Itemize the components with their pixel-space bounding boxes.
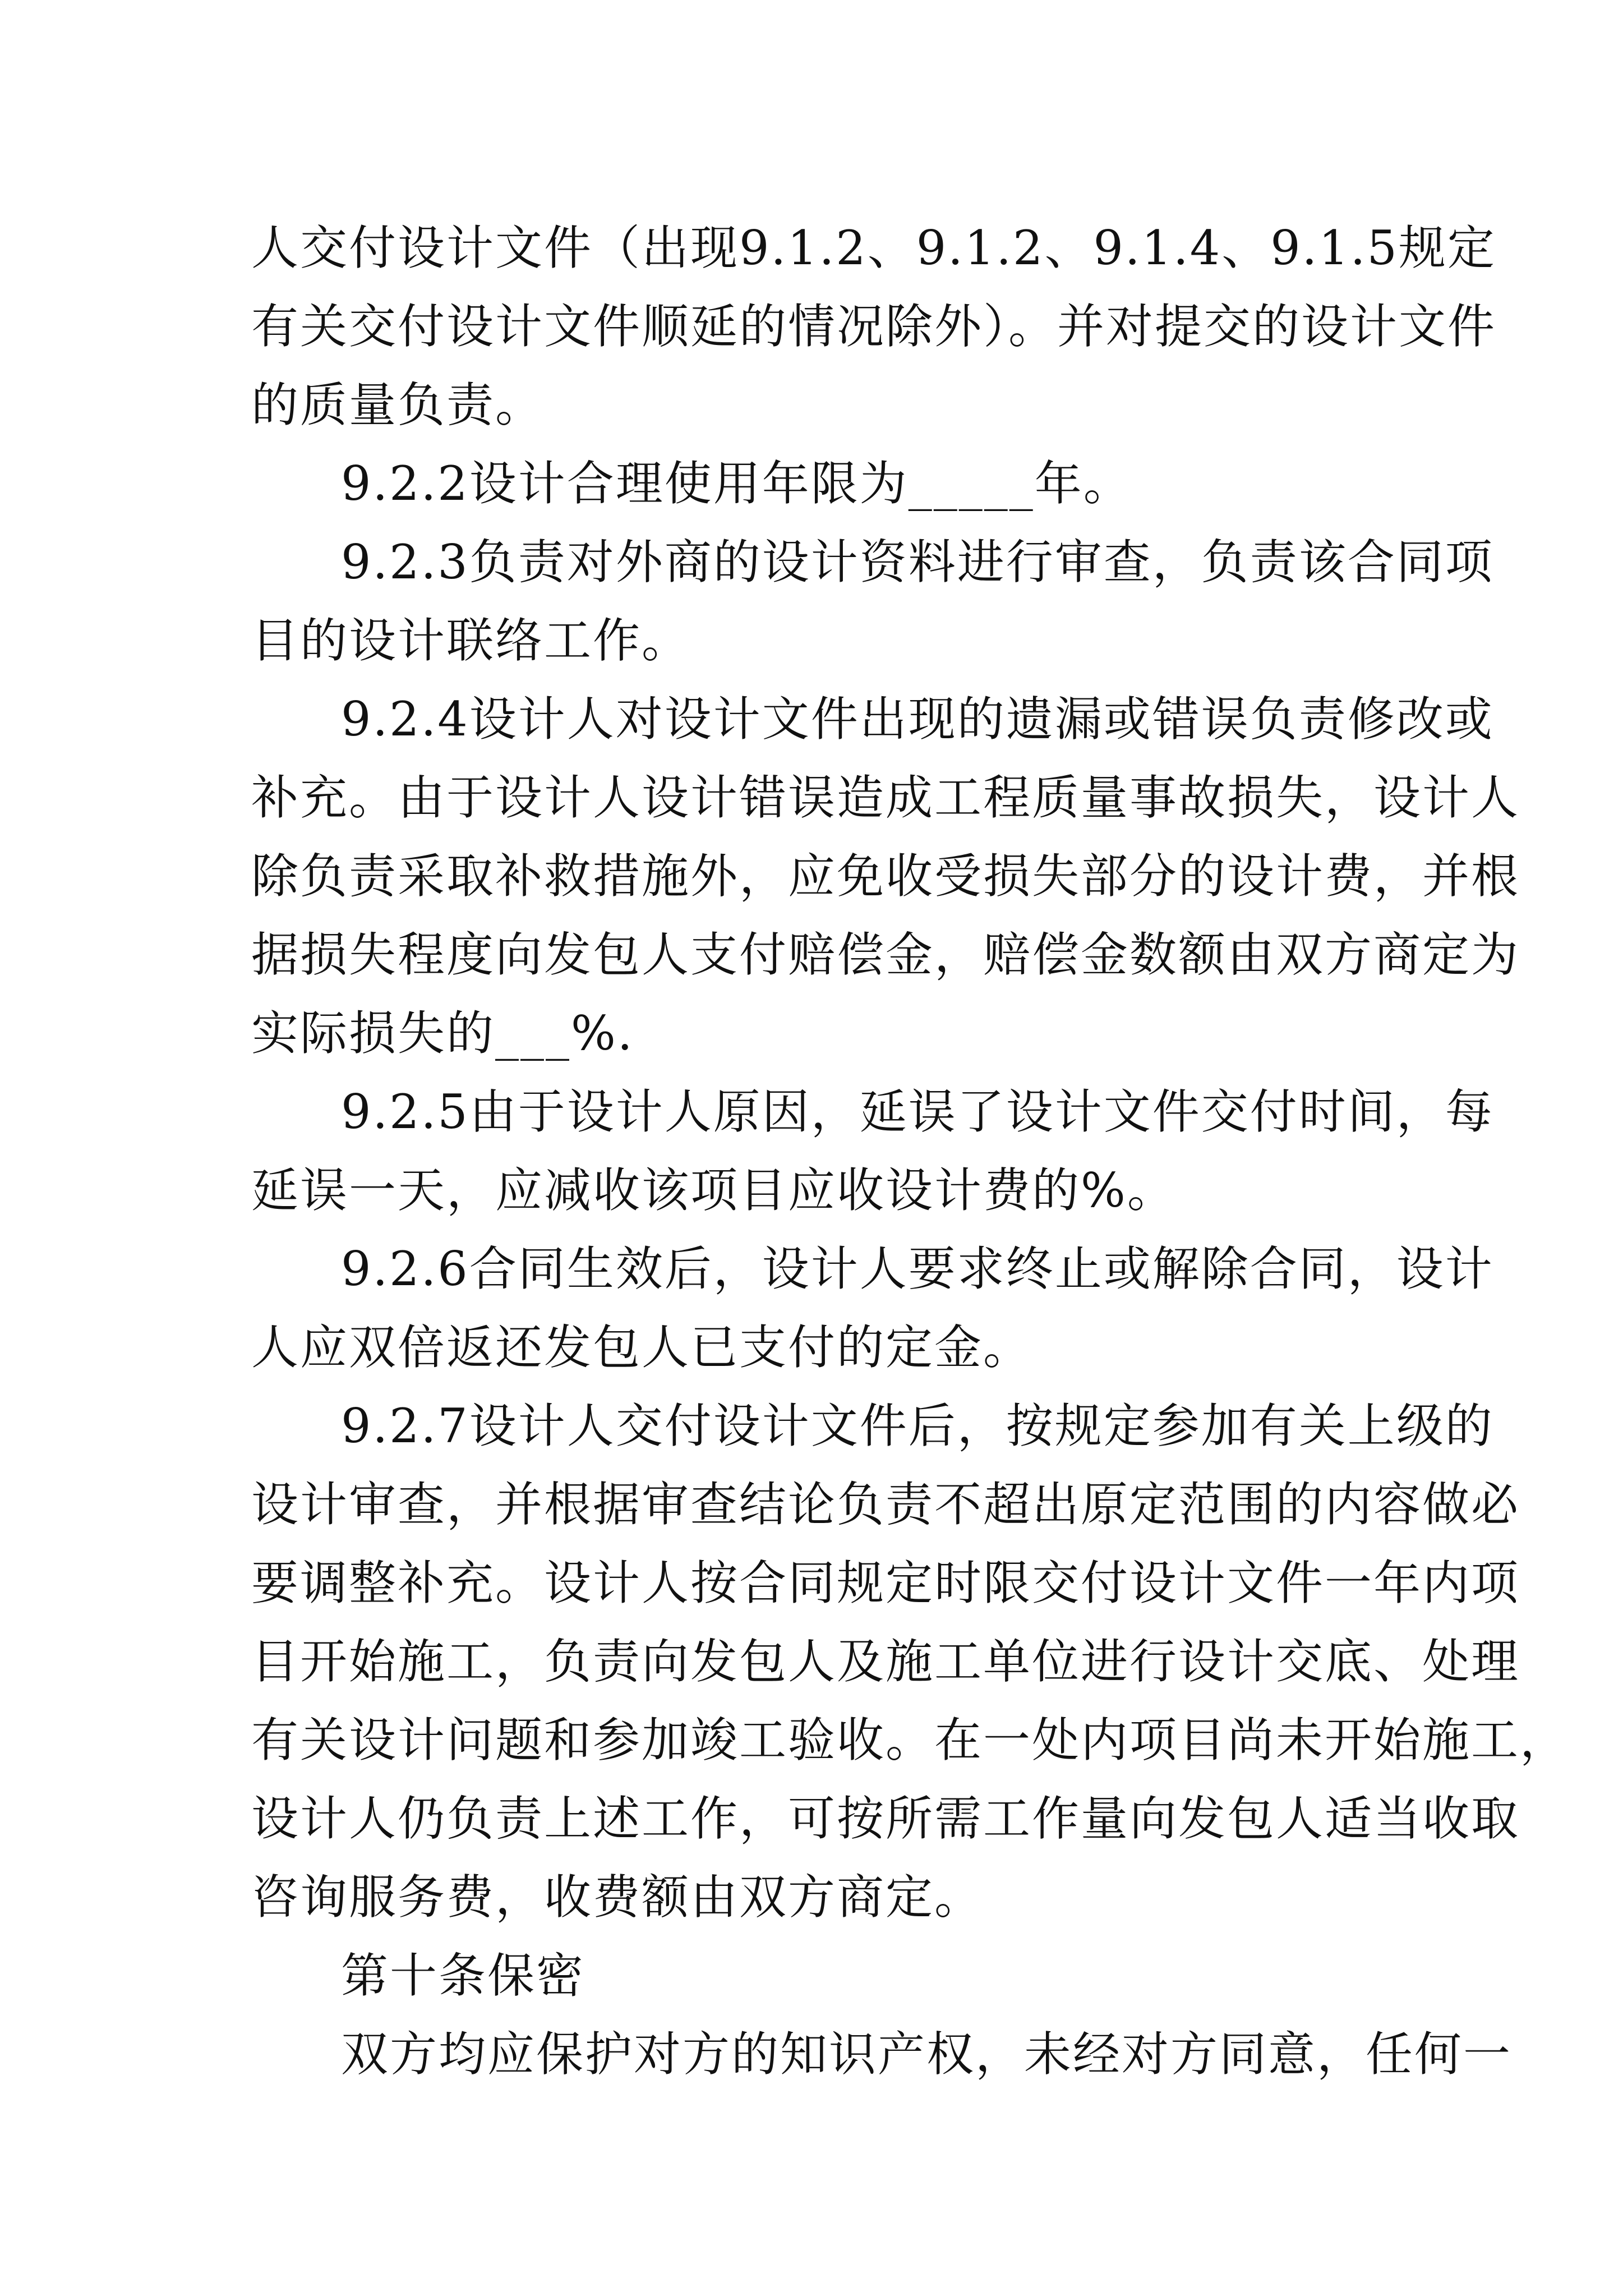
clause-9-2-4: 9.2.4设计人对设计文件出现的遗漏或错误负责修改或 [341,692,1494,747]
text-line: 要调整补充。设计人按合同规定时限交付设计文件一年内项 [251,1556,1520,1611]
text-line: 设计审查，并根据审查结论负责不超出原定范围的内容做必 [251,1477,1520,1532]
text-line: 有关设计问题和参加竣工验收。在一处内项目尚未开始施工， [251,1713,1569,1768]
text-line: 实际损失的___%. [251,1006,634,1061]
clause-9-2-2: 9.2.2设计合理使用年限为_____年。 [341,456,1132,511]
text-line: 人交付设计文件（出现9.1.2、9.1.2、9.1.4、9.1.5规定 [251,220,1496,275]
text-line: 除负责采取补救措施外，应免收受损失部分的设计费，并根 [251,849,1520,904]
text-line: 双方均应保护对方的知识产权，未经对方同意，任何一 [341,2027,1513,2082]
clause-9-2-5: 9.2.5由于设计人原因，延误了设计文件交付时间，每 [341,1084,1494,1139]
text-line: 目开始施工，负责向发包人及施工单位进行设计交底、处理 [251,1634,1520,1689]
clause-9-2-7: 9.2.7设计人交付设计文件后，按规定参加有关上级的 [341,1398,1494,1453]
clause-9-2-3: 9.2.3负责对外商的设计资料进行审查，负责该合同项 [341,535,1494,590]
text-line: 人应双倍返还发包人已支付的定金。 [251,1320,1032,1375]
text-line: 目的设计联络工作。 [251,613,691,668]
text-line: 据损失程度向发包人支付赔偿金，赔偿金数额由双方商定为 [251,927,1520,982]
text-line: 有关交付设计文件顺延的情况除外）。并对提交的设计文件 [251,299,1497,354]
text-line: 咨询服务费，收费额由双方商定。 [251,1870,984,1925]
contract-text [251,209,1569,2093]
section-heading-article-10: 第十条保密 [341,1948,585,2003]
text-line: 延误一天，应减收该项目应收设计费的%。 [251,1163,1176,1218]
text-line: 的质量负责。 [251,378,545,432]
text-line: 补充。由于设计人设计错误造成工程质量事故损失，设计人 [251,770,1520,825]
clause-9-2-6: 9.2.6合同生效后，设计人要求终止或解除合同，设计 [341,1241,1494,1296]
text-line: 设计人仍负责上述工作，可按所需工作量向发包人适当收取 [251,1791,1520,1846]
